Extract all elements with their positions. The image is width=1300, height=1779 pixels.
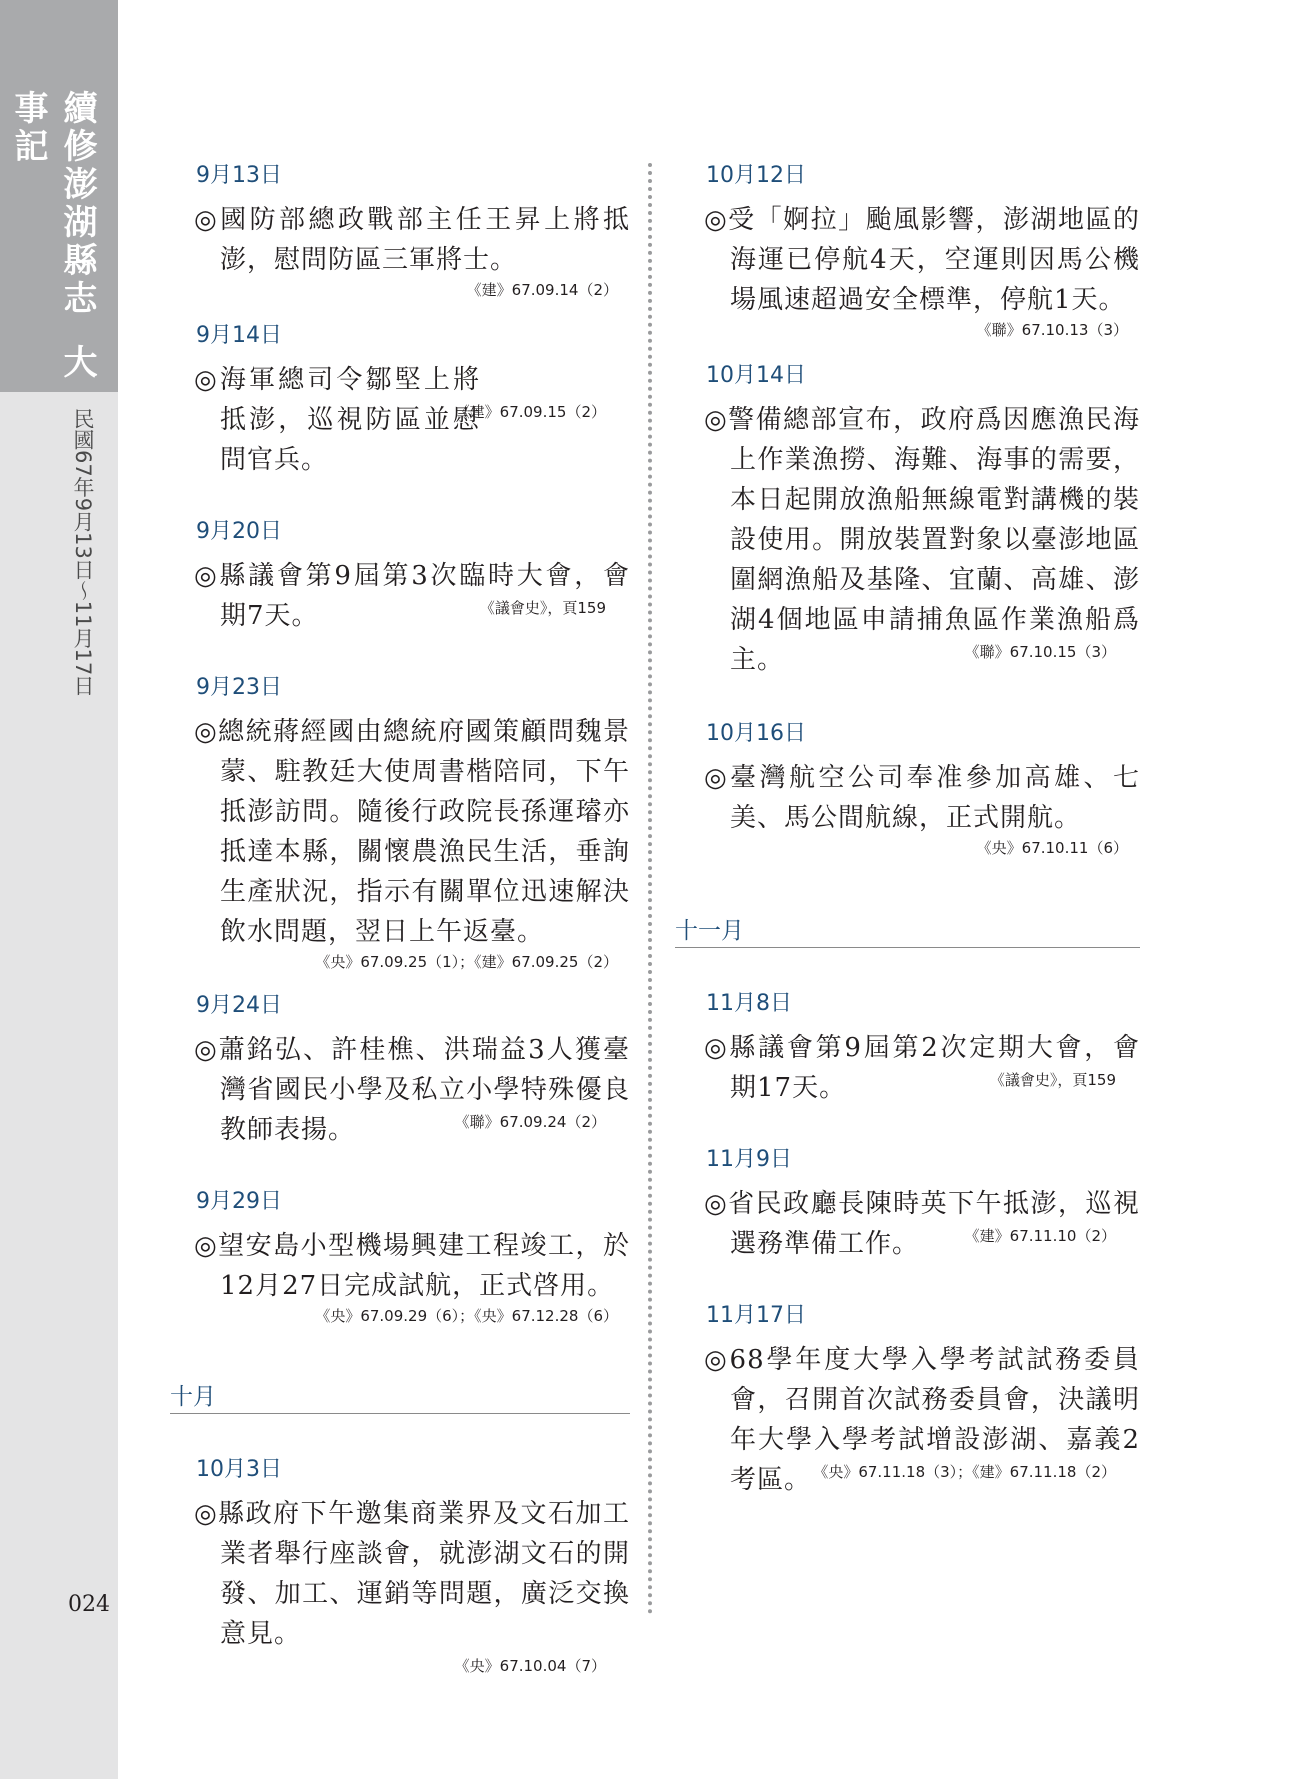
entry — [680, 718, 1140, 858]
book-title — [8, 90, 102, 392]
entry-text: ◎望安島小型機場興建工程竣工，於12月27日完成試航，正式啓用。 — [194, 1231, 630, 1301]
entry-text: ◎縣議會第9屆第2次定期大會，會期17天。 — [704, 1033, 1140, 1103]
column-divider — [648, 163, 652, 1615]
entry — [680, 1300, 1140, 1500]
date-range-label: 民國67年9月13日～11月17日 — [71, 408, 95, 697]
entry-date: 10月12日 — [706, 163, 806, 188]
entry-text: ◎蕭銘弘、許桂樵、洪瑞益3人獲臺灣省國民小學及私立小學特殊優良教師表揚。 — [194, 1035, 630, 1145]
entry — [170, 516, 630, 636]
right-column — [675, 160, 1140, 1500]
entry-date: 9月24日 — [196, 993, 282, 1018]
entry-text: ◎警備總部宣布，政府爲因應漁民海上作業漁撈、海難、海事的需要，本日起開放漁船無線電對講機的裝設使用。開放裝置對象以臺澎地區圍網漁船及基隆、宜蘭、高雄、澎湖4個地區申請捕魚區作業漁船爲主。 — [704, 405, 1140, 675]
entry-source: 《聯》67.09.24（2） — [454, 1113, 606, 1131]
book-title-main: 續修澎湖縣志 — [57, 90, 97, 318]
entry — [680, 988, 1140, 1108]
month-header-november: 十一月 — [675, 912, 1140, 948]
entry — [170, 1454, 630, 1675]
entry-text: ◎68學年度大學入學考試試務委員會，召開首次試務委員會，決議明年大學入學考試增設澎湖、嘉義2考區。 — [704, 1345, 1140, 1495]
entry — [170, 320, 630, 480]
entry-date: 11月8日 — [706, 991, 792, 1016]
entry-date: 9月14日 — [196, 323, 282, 348]
entry-source: 《議會史》，頁159 — [479, 599, 606, 617]
entry-date: 10月16日 — [706, 721, 806, 746]
entry-source: 《建》67.09.14（2） — [466, 281, 618, 299]
entry-source: 《央》67.10.04（7） — [454, 1657, 606, 1675]
entry-text: ◎受「婀拉」颱風影響，澎湖地區的海運已停航4天，空運則因馬公機場風速超過安全標準，停航1天。 — [704, 205, 1140, 315]
entry-date: 10月3日 — [196, 1457, 282, 1482]
entry — [170, 1186, 630, 1326]
entry — [680, 360, 1140, 680]
left-column — [170, 160, 630, 1675]
sidebar — [0, 0, 118, 1779]
book-title-section: 大事記 — [8, 90, 97, 382]
entry-text: ◎省民政廳長陳時英下午抵澎，巡視選務準備工作。 — [704, 1189, 1140, 1259]
entry — [680, 160, 1140, 340]
entry — [680, 1144, 1140, 1264]
entry-date: 10月14日 — [706, 363, 806, 388]
sidebar-title-block — [0, 0, 118, 392]
entry-source: 《央》67.11.18（3）；《建》67.11.18（2） — [813, 1463, 1116, 1481]
entry-date: 9月29日 — [196, 1189, 282, 1214]
entry-source: 《央》67.09.29（6）；《央》67.12.28（6） — [315, 1307, 618, 1325]
entry — [170, 160, 630, 300]
entry-date: 9月23日 — [196, 675, 282, 700]
entry-date: 9月20日 — [196, 519, 282, 544]
entry-source: 《建》67.09.15（2） — [454, 403, 606, 421]
entry-source: 《聯》67.10.15（3） — [964, 643, 1116, 661]
entry-date: 11月17日 — [706, 1303, 806, 1328]
entry-text: ◎縣議會第9屆第3次臨時大會，會期7天。 — [194, 561, 630, 631]
entry — [170, 672, 630, 972]
entry-date: 9月13日 — [196, 163, 282, 188]
entry-text: ◎總統蔣經國由總統府國策顧問魏景蒙、駐教廷大使周書楷陪同，下午抵澎訪問。隨後行政院長孫運璿亦抵達本縣，關懷農漁民生活，垂詢生產狀況，指示有關單位迅速解決飲水問題，翌日上午返臺。 — [194, 717, 630, 947]
entry-source: 《建》67.11.10（2） — [964, 1227, 1116, 1245]
entry — [170, 990, 630, 1150]
entry-source: 《央》67.09.25（1）；《建》67.09.25（2） — [315, 953, 618, 971]
entry-source: 《央》67.10.11（6） — [976, 839, 1128, 857]
entry-source: 《議會史》，頁159 — [989, 1071, 1116, 1089]
month-header-october: 十月 — [170, 1378, 630, 1414]
entry-text: ◎海軍總司令鄒堅上將抵澎，巡視防區並慰問官兵。 — [194, 365, 480, 475]
entry-source: 《聯》67.10.13（3） — [976, 321, 1128, 339]
entry-text: ◎縣政府下午邀集商業界及文石加工業者舉行座談會，就澎湖文石的開發、加工、運銷等問題，廣泛交換意見。 — [194, 1499, 630, 1649]
entry-date: 11月9日 — [706, 1147, 792, 1172]
page-number: 024 — [68, 1592, 110, 1617]
entry-text: ◎臺灣航空公司奉准參加高雄、七美、馬公間航線，正式開航。 — [704, 763, 1140, 833]
entry-text: ◎國防部總政戰部主任王昇上將抵澎，慰問防區三軍將士。 — [194, 205, 630, 275]
